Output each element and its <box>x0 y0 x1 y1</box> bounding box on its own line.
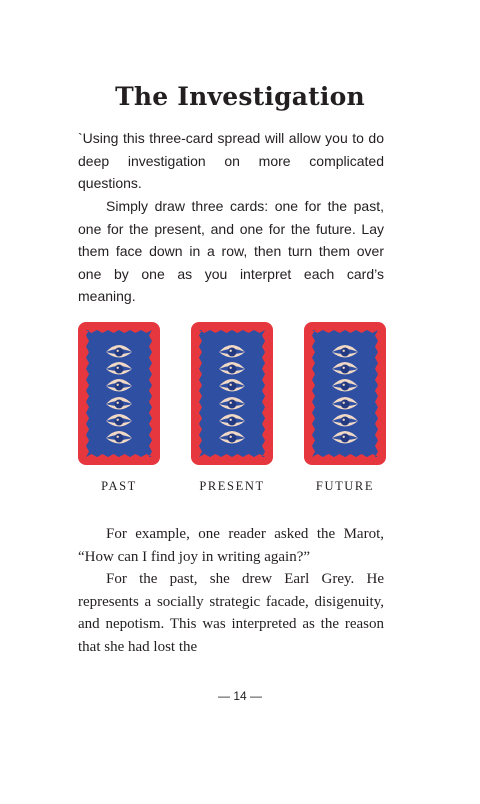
card-back-past <box>78 322 160 465</box>
eye-highlight <box>117 350 119 352</box>
card-back-present <box>191 322 273 465</box>
eye-highlight <box>343 402 345 404</box>
eye-icon <box>228 348 237 357</box>
eye-highlight <box>230 402 232 404</box>
paragraph-instructions: Simply draw three cards: one for the past, one for the present, and one for the future. Lay them face down in a row, then turn them over one by one as you interpret each card’s meaning. <box>78 198 384 305</box>
paragraph-intro: `Using this three-card spread will allow you to do deep investigation on more complicated questions. <box>78 130 384 192</box>
eye-icon <box>341 417 350 426</box>
eye-icon <box>228 400 237 409</box>
eye-icon <box>115 400 124 409</box>
eye-icon <box>115 417 124 426</box>
eye-highlight <box>343 350 345 352</box>
eye-highlight <box>230 384 232 386</box>
eye-icon <box>341 400 350 409</box>
eye-highlight <box>343 419 345 421</box>
eye-highlight <box>343 436 345 438</box>
eye-icon <box>228 434 237 443</box>
card-label-future: FUTURE <box>315 479 375 493</box>
page-title: The Investigation <box>115 82 365 111</box>
eye-icon <box>115 434 124 443</box>
eye-icon <box>341 434 350 443</box>
card-back-future <box>304 322 386 465</box>
page-number: — 14 — <box>217 689 262 703</box>
eye-highlight <box>117 436 119 438</box>
eye-icon <box>341 365 350 374</box>
eye-highlight <box>117 384 119 386</box>
eye-highlight <box>343 384 345 386</box>
eye-icon <box>115 348 124 357</box>
three-card-spread <box>0 322 480 467</box>
card-label-past: PAST <box>101 479 137 493</box>
paragraph-example: For example, one reader asked the Marot, “How can I find joy in writing again?” <box>78 526 384 565</box>
eye-highlight <box>230 419 232 421</box>
eye-highlight <box>343 367 345 369</box>
eye-icon <box>228 365 237 374</box>
card-label-present: PRESENT <box>199 479 265 493</box>
eye-highlight <box>117 419 119 421</box>
eye-icon <box>115 382 124 391</box>
eye-icon <box>341 348 350 357</box>
eye-icon <box>115 365 124 374</box>
eye-highlight <box>117 402 119 404</box>
eye-highlight <box>230 350 232 352</box>
eye-highlight <box>230 367 232 369</box>
eye-highlight <box>230 436 232 438</box>
eye-icon <box>228 417 237 426</box>
paragraph-past-reading: For the past, she drew Earl Grey. He represents a socially strategic facade, disigenuity, and nepotism. This was interpreted as the reason that she had lost the <box>78 571 384 655</box>
eye-highlight <box>117 367 119 369</box>
eye-icon <box>341 382 350 391</box>
eye-icon <box>228 382 237 391</box>
